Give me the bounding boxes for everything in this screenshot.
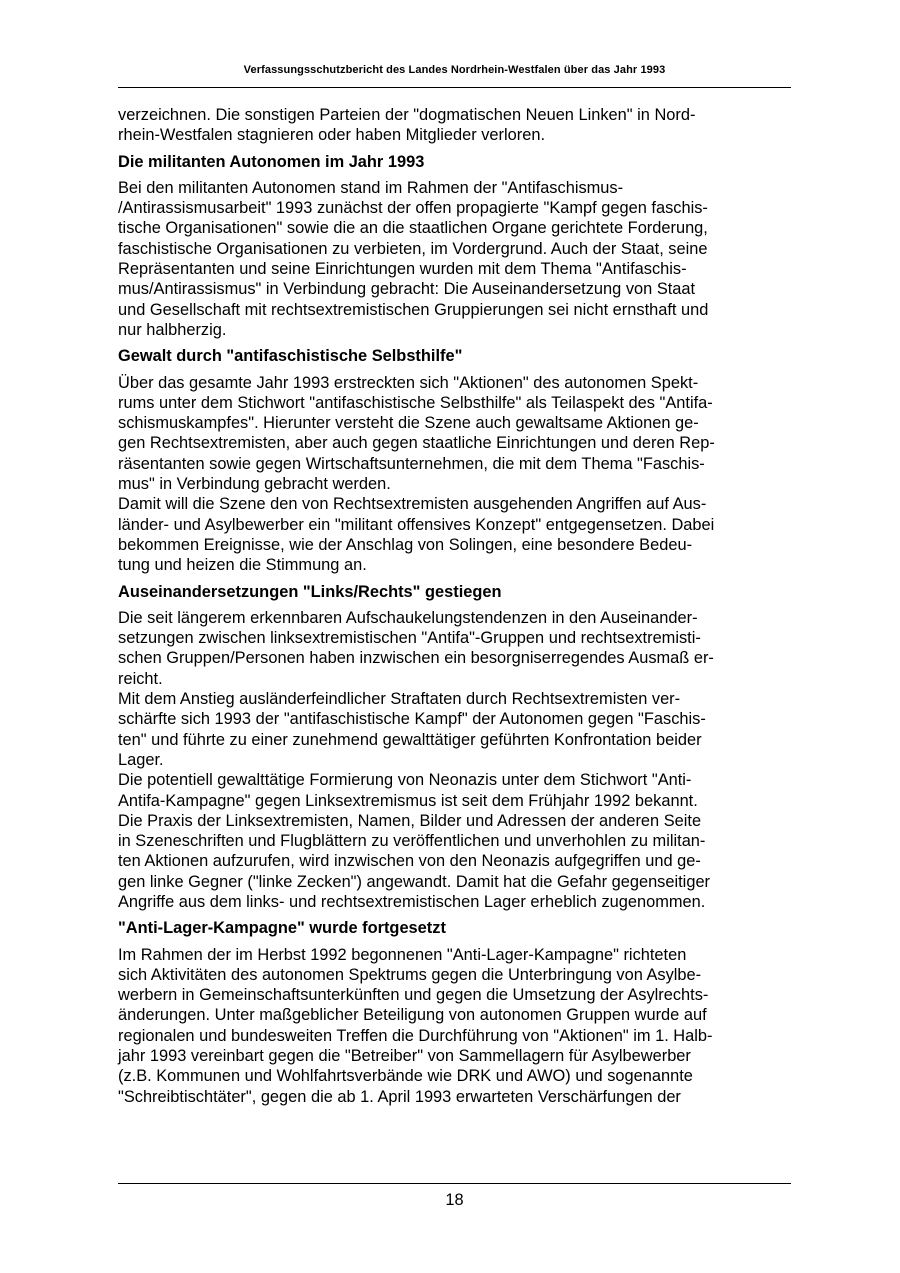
text-line: Lager. — [118, 750, 164, 769]
section-heading: "Anti-Lager-Kampagne" wurde fortgesetzt — [118, 919, 446, 938]
header-divider — [118, 87, 791, 88]
text-line: mus" in Verbindung gebracht werden. — [118, 475, 391, 494]
text-line: schen Gruppen/Personen haben inzwischen ein besorgniserregendes Ausmaß er- — [118, 649, 714, 668]
section-anti-lager-kampagne — [118, 918, 791, 1107]
text-line: rhein-Westfalen stagnieren oder haben Mitglieder verloren. — [118, 126, 546, 145]
text-line: Angriffe aus dem links- und rechtsextremistischen Lager erheblich zugenommen. — [118, 892, 706, 911]
footer-divider — [118, 1183, 791, 1184]
text-line: sich Aktivitäten des autonomen Spektrums gegen die Unterbringung von Asylbe- — [118, 965, 702, 984]
text-line: Mit dem Anstieg ausländerfeindlicher Straftaten durch Rechtsextremisten ver- — [118, 690, 681, 709]
text-line: Im Rahmen der im Herbst 1992 begonnenen "Anti-Lager-Kampagne" richteten — [118, 945, 687, 964]
text-line: gen linke Gegner ("linke Zecken") angewandt. Damit hat die Gefahr gegenseitiger — [118, 872, 711, 891]
text-line: reicht. — [118, 669, 163, 688]
section-militante-autonome — [118, 152, 791, 341]
text-line: regionalen und bundesweiten Treffen die Durchführung von "Aktionen" im 1. Halb- — [118, 1026, 713, 1045]
text-line: /Antirassismusarbeit" 1993 zunächst der offen propagierte "Kampf gegen faschis- — [118, 199, 708, 218]
running-header: Verfassungsschutzbericht des Landes Nordrhein-Westfalen über das Jahr 1993 — [243, 64, 666, 76]
text-line: tung und heizen die Stimmung an. — [118, 556, 367, 575]
text-line: länder- und Asylbewerber ein "militant offensives Konzept" entgegensetzen. Dabei — [118, 515, 715, 534]
intro-paragraph — [118, 105, 791, 146]
text-line: jahr 1993 vereinbart gegen die "Betreiber" von Sammellagern für Asylbewerber — [118, 1047, 691, 1066]
text-line: setzungen zwischen linksextremistischen "Antifa"-Gruppen und rechtsextremisti- — [118, 629, 701, 648]
text-line: Antifa-Kampagne" gegen Linksextremismus ist seit dem Frühjahr 1992 bekannt. — [118, 791, 698, 810]
text-line: schärfte sich 1993 der "antifaschistische Kampf" der Autonomen gegen "Faschis- — [118, 710, 706, 729]
text-line: ten" und führte zu einer zunehmend gewalttätiger geführten Konfrontation beider — [118, 730, 702, 749]
text-line: räsentanten sowie gegen Wirtschaftsunternehmen, die mit dem Thema "Faschis- — [118, 454, 705, 473]
text-line: ten Aktionen aufzurufen, wird inzwischen von den Neonazis aufgegriffen und ge- — [118, 852, 701, 871]
text-line: "Schreibtischtäter", gegen die ab 1. April 1993 erwarteten Verschärfungen der — [118, 1087, 681, 1106]
text-line: schismuskampfes". Hierunter versteht die Szene auch gewaltsame Aktionen ge- — [118, 414, 699, 433]
text-line: Repräsentanten und seine Einrichtungen wurden mit dem Thema "Antifaschis- — [118, 260, 687, 279]
text-line: Die Praxis der Linksextremisten, Namen, Bilder und Adressen der anderen Seite — [118, 811, 702, 830]
text-line: werbern in Gemeinschaftsunterkünften und gegen die Umsetzung der Asylrechts- — [118, 986, 709, 1005]
text-line: (z.B. Kommunen und Wohlfahrtsverbände wie DRK und AWO) und sogenannte — [118, 1067, 693, 1086]
section-antifaschistische-selbsthilfe — [118, 346, 791, 575]
page-number: 18 — [445, 1191, 464, 1209]
text-line: änderungen. Unter maßgeblicher Beteiligung von autonomen Gruppen wurde auf — [118, 1006, 707, 1025]
text-line: gen Rechtsextremisten, aber auch gegen staatliche Einrichtungen und deren Rep- — [118, 434, 715, 453]
text-line: rums unter dem Stichwort "antifaschistische Selbsthilfe" als Teilaspekt des "Antifa- — [118, 393, 713, 412]
text-line: in Szeneschriften und Flugblättern zu veröffentlichen und unverhohlen zu militan- — [118, 832, 706, 851]
text-line: faschistische Organisationen zu verbieten, im Vordergrund. Auch der Staat, seine — [118, 239, 708, 258]
text-line: Die potentiell gewalttätige Formierung von Neonazis unter dem Stichwort "Anti- — [118, 771, 692, 790]
text-line: Bei den militanten Autonomen stand im Rahmen der "Antifaschismus- — [118, 178, 624, 197]
text-line: Über das gesamte Jahr 1993 erstreckten sich "Aktionen" des autonomen Spekt- — [118, 373, 699, 392]
section-links-rechts — [118, 582, 791, 913]
text-line: Damit will die Szene den von Rechtsextremisten ausgehenden Angriffen auf Aus- — [118, 495, 707, 514]
text-line: nur halbherzig. — [118, 320, 227, 339]
text-line: mus/Antirassismus" in Verbindung gebracht: Die Auseinandersetzung von Staat — [118, 280, 696, 299]
text-line: tische Organisationen" sowie die an die staatlichen Organe gerichtete Forderung, — [118, 219, 708, 238]
section-heading: Auseinandersetzungen "Links/Rechts" gestiegen — [118, 582, 502, 601]
section-heading: Gewalt durch "antifaschistische Selbsthilfe" — [118, 347, 463, 366]
text-line: und Gesellschaft mit rechtsextremistischen Gruppierungen sei nicht ernsthaft und — [118, 300, 709, 319]
text-line: Die seit längerem erkennbaren Aufschaukelungstendenzen in den Auseinander- — [118, 608, 698, 627]
text-line: verzeichnen. Die sonstigen Parteien der "dogmatischen Neuen Linken" in Nord- — [118, 106, 696, 124]
page-body — [118, 105, 791, 1107]
section-heading: Die militanten Autonomen im Jahr 1993 — [118, 152, 425, 171]
text-line: bekommen Ereignisse, wie der Anschlag von Solingen, eine besondere Bedeu- — [118, 535, 693, 554]
